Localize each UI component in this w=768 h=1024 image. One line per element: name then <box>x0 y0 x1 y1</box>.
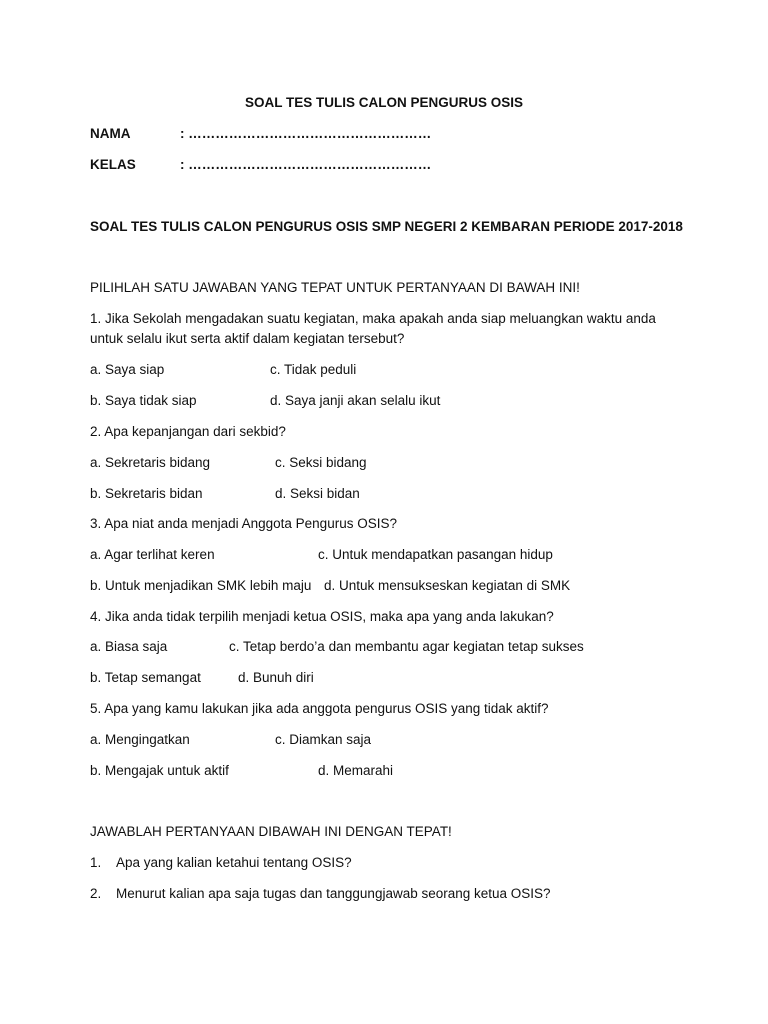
nama-label: NAMA <box>90 126 131 141</box>
question-4: 4. Jika anda tidak terpilih menjadi ketua OSIS, maka apa yang anda lakukan? <box>90 609 554 624</box>
kelas-label: KELAS <box>90 157 136 172</box>
q5-option-d: d. Memarahi <box>318 763 394 778</box>
q3-option-b: b. Untuk menjadikan SMK lebih maju <box>90 578 312 593</box>
q3-option-c: c. Untuk mendapatkan pasangan hidup <box>318 547 553 562</box>
question-3: 3. Apa niat anda menjadi Anggota Pengurus OSIS? <box>90 516 397 531</box>
q1-option-d: d. Saya janji akan selalu ikut <box>270 393 441 408</box>
q1-option-b: b. Saya tidak siap <box>90 393 197 408</box>
section2-instruction: JAWABLAH PERTANYAAN DIBAWAH INI DENGAN TEPAT! <box>90 824 452 839</box>
section1-instruction: PILIHLAH SATU JAWABAN YANG TEPAT UNTUK PERTANYAAN DI BAWAH INI! <box>90 280 580 295</box>
q2-option-a: a. Sekretaris bidang <box>90 455 211 470</box>
kelas-field: : ……………………………………………… <box>180 157 432 172</box>
q3-option-a: a. Agar terlihat keren <box>90 547 215 562</box>
essay-2-text: Menurut kalian apa saja tugas dan tanggungjawab seorang ketua OSIS? <box>116 886 551 901</box>
q4-option-a: a. Biasa saja <box>90 639 168 654</box>
essay-1-number: 1. <box>90 855 102 870</box>
q5-option-c: c. Diamkan saja <box>275 732 372 747</box>
nama-field: : ……………………………………………… <box>180 126 432 141</box>
page-title: SOAL TES TULIS CALON PENGURUS OSIS <box>244 95 524 110</box>
q4-option-b: b. Tetap semangat <box>90 670 201 685</box>
q5-option-b: b. Mengajak untuk aktif <box>90 763 229 778</box>
q2-option-d: d. Seksi bidan <box>275 486 360 501</box>
q4-option-c: c. Tetap berdo’a dan membantu agar kegiatan tetap sukses <box>229 639 584 654</box>
essay-1-text: Apa yang kalian ketahui tentang OSIS? <box>116 855 352 870</box>
question-1-line-2: untuk selalu ikut serta aktif dalam kegiatan tersebut? <box>90 331 405 346</box>
q3-option-d: d. Untuk mensukseskan kegiatan di SMK <box>324 578 571 593</box>
question-2: 2. Apa kepanjangan dari sekbid? <box>90 424 286 439</box>
q2-option-c: c. Seksi bidang <box>275 455 367 470</box>
q5-option-a: a. Mengingatkan <box>90 732 190 747</box>
q2-option-b: b. Sekretaris bidan <box>90 486 203 501</box>
q1-option-c: c. Tidak peduli <box>270 362 357 377</box>
subtitle: SOAL TES TULIS CALON PENGURUS OSIS SMP NEGERI 2 KEMBARAN PERIODE 2017-2018 <box>90 219 683 234</box>
question-5: 5. Apa yang kamu lakukan jika ada anggota pengurus OSIS yang tidak aktif? <box>90 701 549 716</box>
essay-2-number: 2. <box>90 886 102 901</box>
q4-option-d: d. Bunuh diri <box>238 670 314 685</box>
q1-option-a: a. Saya siap <box>90 362 165 377</box>
question-1-line-1: 1. Jika Sekolah mengadakan suatu kegiatan, maka apakah anda siap meluangkan waktu anda <box>90 311 656 326</box>
